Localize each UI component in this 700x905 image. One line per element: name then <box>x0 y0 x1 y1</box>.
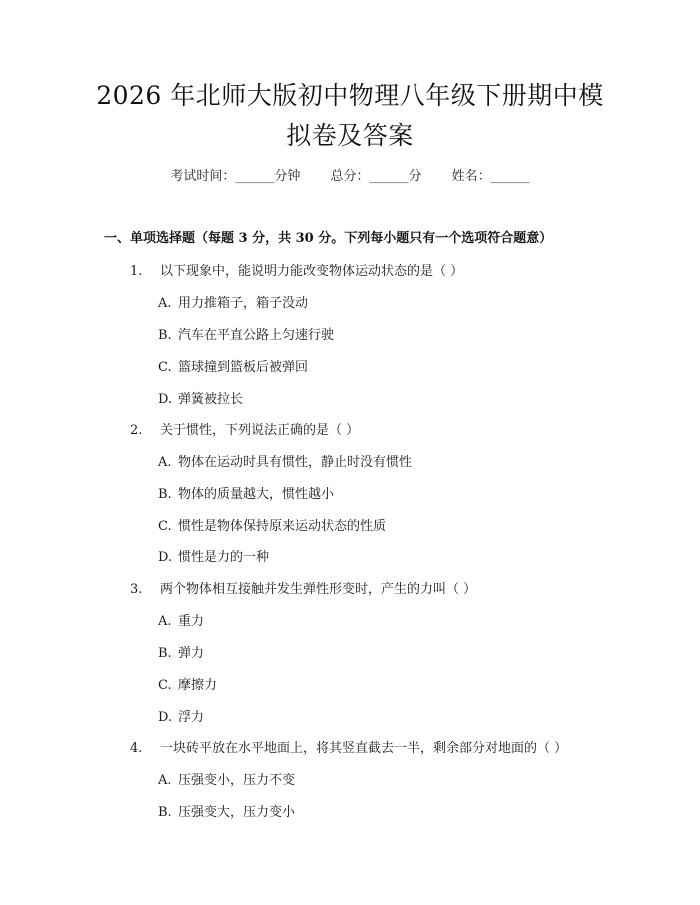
option-letter: D. <box>158 392 173 407</box>
student-name-field: 姓名：______ <box>451 169 530 184</box>
question-number: 2. <box>130 423 143 438</box>
option-letter: C. <box>158 678 172 693</box>
exam-title-line-2: 拟卷及答案 <box>286 121 414 150</box>
option-letter: B. <box>158 805 172 820</box>
option-letter: A. <box>158 455 172 470</box>
option-text: 压强变小，压力不变 <box>178 773 296 788</box>
option-letter: B. <box>158 328 172 343</box>
option-text: 压强变大，压力变小 <box>178 805 296 820</box>
option-text: 惯性是物体保持原来运动状态的性质 <box>178 519 387 534</box>
option-letter: D. <box>158 550 173 565</box>
section-heading: 一、单项选择题（每题 3 分，共 30 分。下列每小题只有一个选项符合题意） <box>104 231 553 246</box>
question-text: 两个物体相互接触并发生弹性形变时，产生的力叫（ ） <box>160 582 477 597</box>
option-text: 惯性是力的一种 <box>178 550 270 565</box>
option-letter: A. <box>158 296 172 311</box>
question-text: 关于惯性，下列说法正确的是（ ） <box>160 423 360 438</box>
option-text: 摩擦力 <box>178 678 218 693</box>
option-text: 物体在运动时具有惯性，静止时没有惯性 <box>178 455 413 470</box>
option-letter: A. <box>158 773 172 788</box>
question-number: 1. <box>130 264 143 279</box>
question-number: 4. <box>130 741 143 756</box>
option-letter: B. <box>158 646 172 661</box>
option-text: 浮力 <box>178 710 205 725</box>
option-letter: C. <box>158 360 172 375</box>
exam-title-line-1: 2026 年北师大版初中物理八年级下册期中模 <box>96 81 604 110</box>
question-text: 一块砖平放在水平地面上，将其竖直截去一半，剩余部分对地面的（ ） <box>160 741 568 756</box>
option-text: 篮球撞到篮板后被弹回 <box>178 360 309 375</box>
option-text: 弹簧被拉长 <box>178 392 244 407</box>
option-letter: A. <box>158 614 172 629</box>
question-number: 3. <box>130 582 143 597</box>
question-text: 以下现象中，能说明力能改变物体运动状态的是（ ） <box>160 264 464 279</box>
option-text: 汽车在平直公路上匀速行驶 <box>178 328 335 343</box>
option-text: 弹力 <box>178 646 205 661</box>
option-text: 重力 <box>178 614 205 629</box>
total-score-field: 总分：______分 <box>330 169 422 184</box>
option-letter: B. <box>158 487 172 502</box>
option-letter: D. <box>158 710 173 725</box>
option-text: 物体的质量越大，惯性越小 <box>178 487 335 502</box>
option-letter: C. <box>158 519 172 534</box>
option-text: 用力推箱子，箱子没动 <box>178 296 309 311</box>
exam-meta-info <box>0 167 700 187</box>
exam-time-field: 考试时间：______分钟 <box>170 169 301 184</box>
